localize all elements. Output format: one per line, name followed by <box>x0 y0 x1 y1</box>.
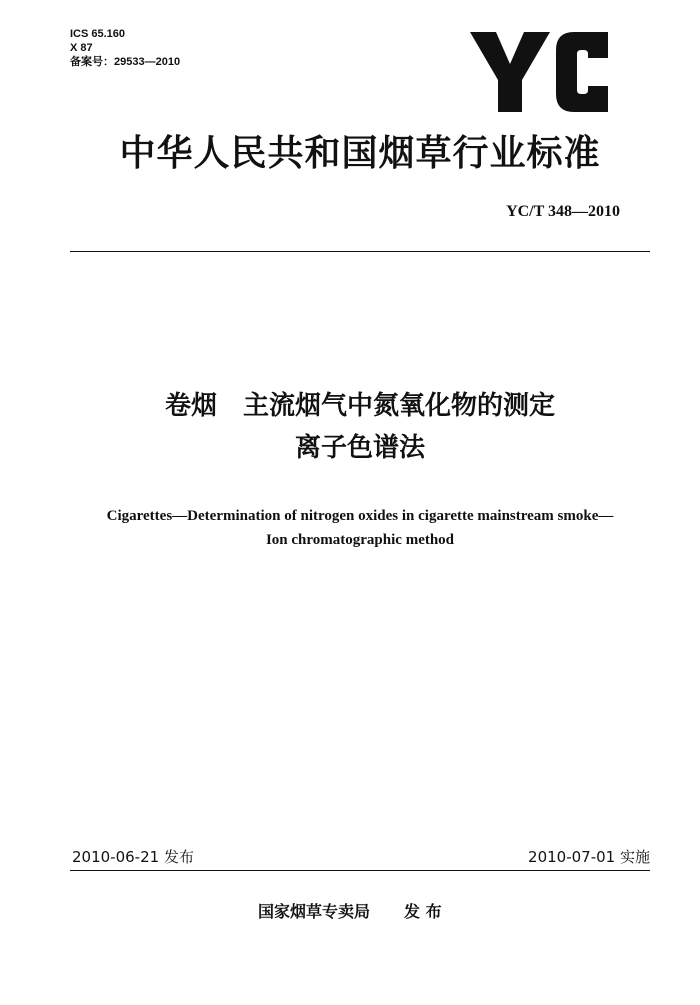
record-number: 备案号：29533—2010 <box>70 56 181 68</box>
english-title-line-2: Ion chromatographic method <box>265 532 455 548</box>
english-title-line-1: Cigarettes—Determination of nitrogen oxides in cigarette mainstream smoke— <box>106 508 614 524</box>
yc-logo <box>470 28 620 120</box>
issue-date: 2010-06-21 发布 <box>72 848 194 866</box>
bottom-divider <box>70 870 650 871</box>
implementation-date: 2010-07-01 实施 <box>528 848 650 866</box>
english-title <box>40 504 680 552</box>
chinese-title <box>70 385 650 469</box>
yc-logo-graphic <box>470 28 620 120</box>
top-divider <box>70 251 650 252</box>
publisher-name: 国家烟草专卖局 <box>258 902 371 921</box>
standard-code: YC/T 348—2010 <box>506 203 620 220</box>
chinese-title-line-2: 离子色谱法 <box>294 433 425 463</box>
class-code: X 87 <box>70 42 93 54</box>
ics-code: ICS 65.160 <box>70 28 126 40</box>
chinese-title-line-1 <box>70 385 650 427</box>
classification-block <box>70 27 180 69</box>
organization-title: 中华人民共和国烟草行业标准 <box>119 133 601 174</box>
publisher <box>258 901 442 923</box>
chinese-title-part-2: 主流烟气中氮氧化物的测定 <box>243 391 556 421</box>
chinese-title-part-1: 卷烟 <box>164 391 217 421</box>
publisher-action: 发 布 <box>404 902 442 921</box>
